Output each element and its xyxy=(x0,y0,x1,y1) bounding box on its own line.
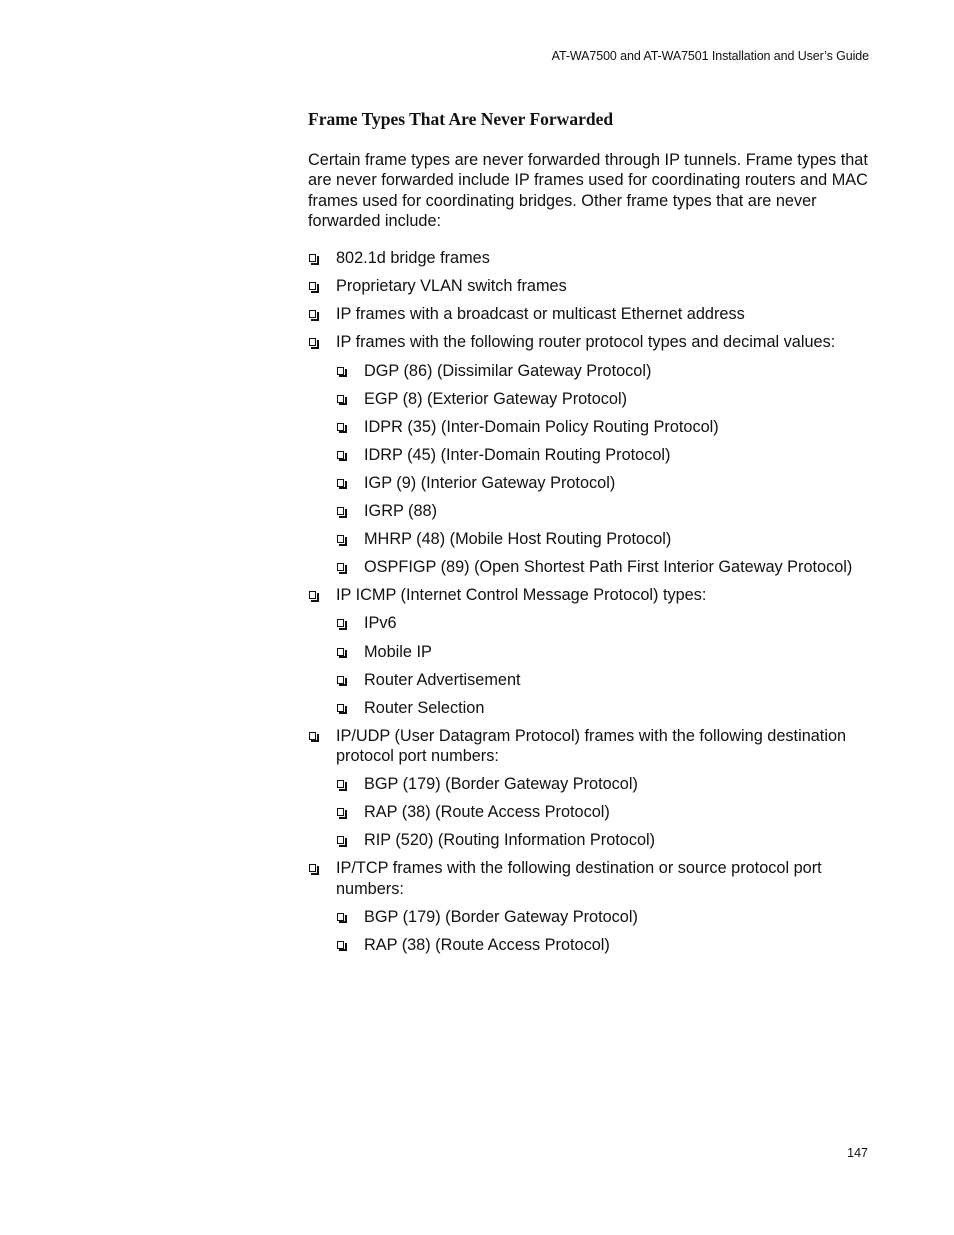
list-item-text: 802.1d bridge frames xyxy=(336,249,490,268)
frame-types-list xyxy=(308,248,874,955)
sublist-item-text: Router Advertisement xyxy=(364,670,521,689)
list-item-text: IP frames with a broadcast or multicast Ethernet address xyxy=(336,305,745,324)
sublist-item-text: EGP (8) (Exterior Gateway Protocol) xyxy=(364,389,627,408)
bullet-box-icon xyxy=(337,479,344,487)
list-item-text: Proprietary VLAN switch frames xyxy=(336,277,567,296)
sublist-item xyxy=(336,557,874,577)
sublist-item xyxy=(336,613,874,633)
list-item xyxy=(308,276,874,296)
sublist-item xyxy=(336,830,874,850)
sublist-item-text: IGP (9) (Interior Gateway Protocol) xyxy=(364,473,616,492)
sublist-item xyxy=(336,389,874,409)
sublist-item-text: RIP (520) (Routing Information Protocol) xyxy=(364,831,656,850)
list-item xyxy=(308,585,874,718)
bullet-box-icon xyxy=(309,591,316,599)
tcp-ports-sublist xyxy=(336,907,874,955)
sublist-item xyxy=(336,670,874,690)
bullet-box-icon xyxy=(337,367,344,375)
bullet-box-icon xyxy=(337,676,344,684)
sublist-item-text: IDRP (45) (Inter-Domain Routing Protocol) xyxy=(364,445,671,464)
bullet-box-icon xyxy=(309,338,316,346)
running-header: AT-WA7500 and AT-WA7501 Installation and User’s Guide xyxy=(551,49,869,63)
bullet-box-icon xyxy=(337,808,344,816)
sublist-item-text: BGP (179) (Border Gateway Protocol) xyxy=(364,907,638,926)
bullet-box-icon xyxy=(337,619,344,627)
udp-ports-sublist xyxy=(336,774,874,850)
sublist-item xyxy=(336,907,874,927)
sublist-item-text: OSPFIGP (89) (Open Shortest Path First Interior Gateway Protocol) xyxy=(364,558,853,577)
bullet-box-icon xyxy=(337,451,344,459)
sublist-item-text: Mobile IP xyxy=(364,642,432,661)
sublist-item xyxy=(336,935,874,955)
icmp-types-sublist xyxy=(336,613,874,718)
section-title: Frame Types That Are Never Forwarded xyxy=(308,109,614,129)
sublist-item-text: IGRP (88) xyxy=(364,502,437,521)
list-item-text: IP/UDP (User Datagram Protocol) frames with the following destination protocol port numbers: xyxy=(336,726,847,766)
sublist-item xyxy=(336,417,874,437)
sublist-item-text: RAP (38) (Route Access Protocol) xyxy=(364,935,610,954)
bullet-box-icon xyxy=(337,507,344,515)
sublist-item-text: DGP (86) (Dissimilar Gateway Protocol) xyxy=(364,361,652,380)
bullet-box-icon xyxy=(337,395,344,403)
intro-paragraph: Certain frame types are never forwarded through IP tunnels. Frame types that are never forwarded include IP frames used for coordinating routers and MAC frames used for coordinating bridges. Other frame types that are never forwarded include: xyxy=(308,151,868,230)
bullet-box-icon xyxy=(309,864,316,872)
bullet-box-icon xyxy=(309,254,316,262)
sublist-item-text: IPv6 xyxy=(364,614,397,633)
bullet-box-icon xyxy=(337,704,344,712)
bullet-box-icon xyxy=(309,732,316,740)
bullet-box-icon xyxy=(309,282,316,290)
sublist-item xyxy=(336,445,874,465)
sublist-item-text: Router Selection xyxy=(364,698,485,717)
sublist-item xyxy=(336,802,874,822)
router-protocol-sublist xyxy=(336,361,874,578)
bullet-box-icon xyxy=(337,563,344,571)
list-item xyxy=(308,304,874,324)
list-item-text: IP/TCP frames with the following destination or source protocol port numbers: xyxy=(336,859,822,898)
list-item xyxy=(308,332,874,577)
sublist-item xyxy=(336,501,874,521)
bullet-box-icon xyxy=(337,648,344,656)
sublist-item-text: RAP (38) (Route Access Protocol) xyxy=(364,803,610,822)
sublist-item-text: IDPR (35) (Inter-Domain Policy Routing Protocol) xyxy=(364,417,719,436)
list-item xyxy=(308,248,874,268)
bullet-box-icon xyxy=(309,310,316,318)
bullet-box-icon xyxy=(337,913,344,921)
sublist-item xyxy=(336,774,874,794)
bullet-box-icon xyxy=(337,836,344,844)
bullet-box-icon xyxy=(337,780,344,788)
sublist-item xyxy=(336,473,874,493)
list-item-text: IP ICMP (Internet Control Message Protocol) types: xyxy=(336,586,707,605)
list-item xyxy=(308,726,874,851)
main-content xyxy=(308,108,874,963)
bullet-box-icon xyxy=(337,423,344,431)
sublist-item xyxy=(336,361,874,381)
page-number: 147 xyxy=(847,1146,868,1160)
bullet-box-icon xyxy=(337,941,344,949)
list-item xyxy=(308,858,874,955)
sublist-item-text: BGP (179) (Border Gateway Protocol) xyxy=(364,775,638,794)
sublist-item xyxy=(336,698,874,718)
sublist-item xyxy=(336,642,874,662)
sublist-item xyxy=(336,529,874,549)
list-item-text: IP frames with the following router protocol types and decimal values: xyxy=(336,333,836,352)
bullet-box-icon xyxy=(337,535,344,543)
sublist-item-text: MHRP (48) (Mobile Host Routing Protocol) xyxy=(364,530,672,549)
